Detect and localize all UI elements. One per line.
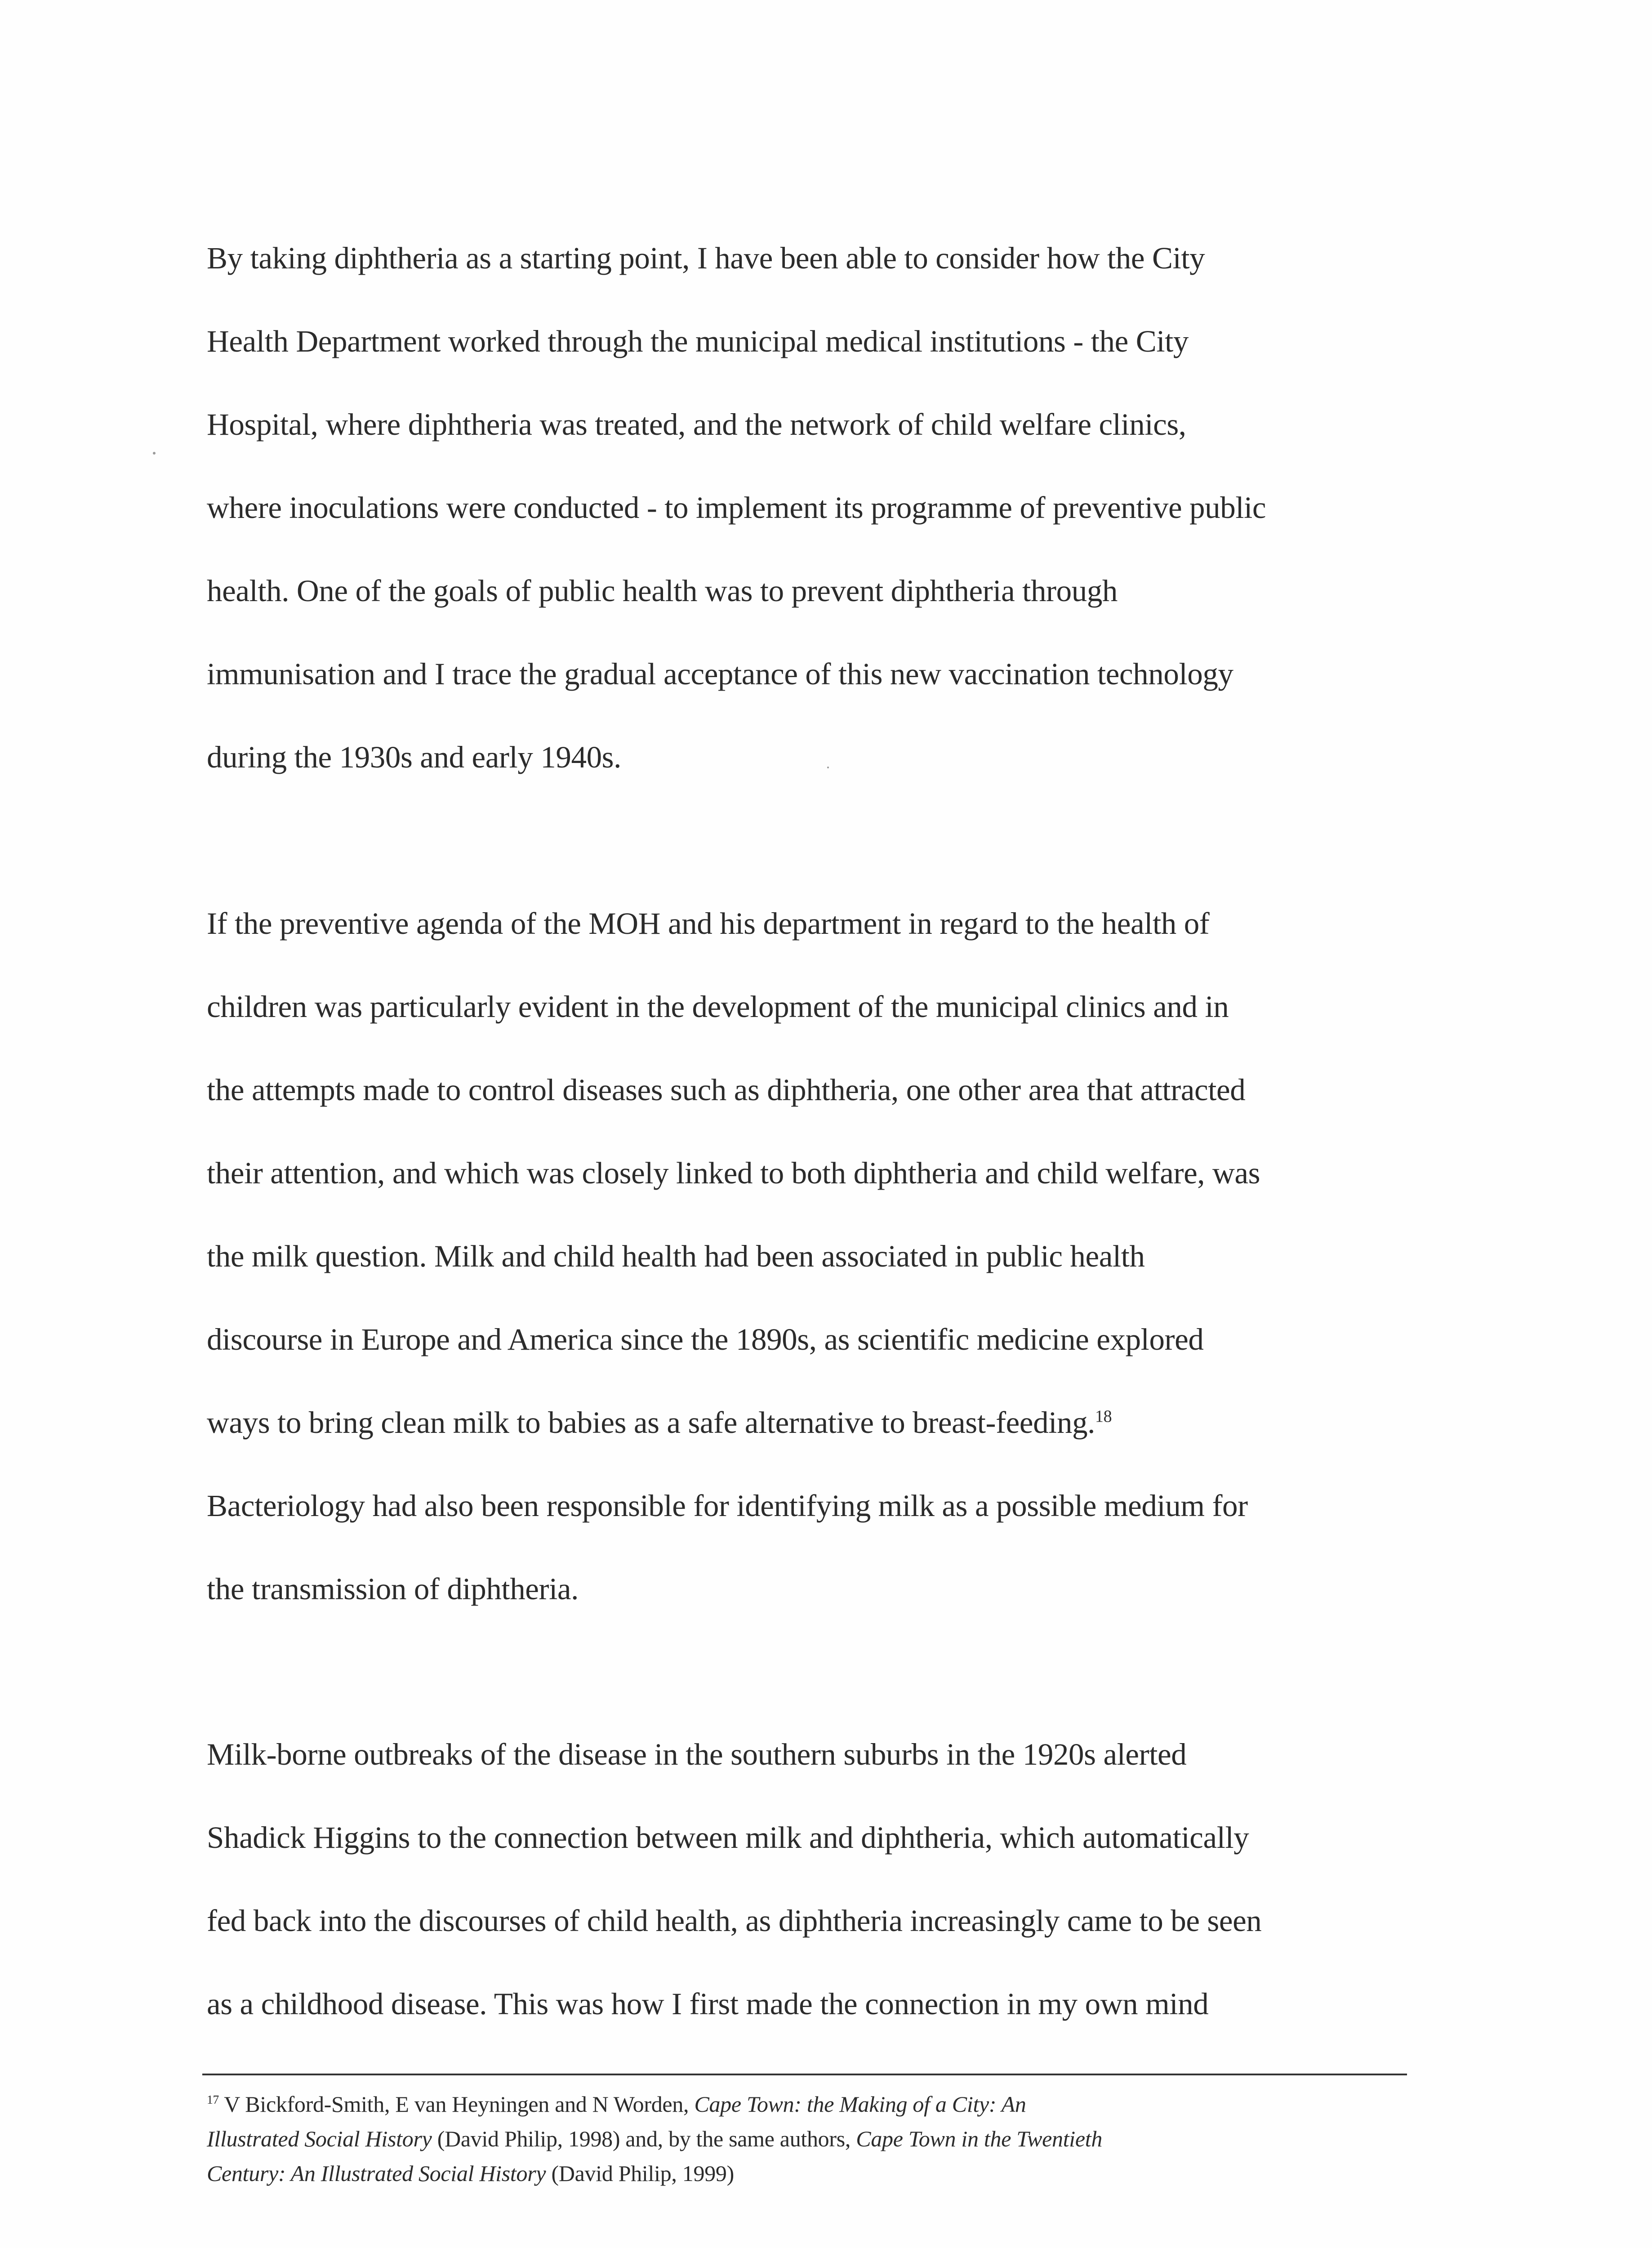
paragraph-1-line-1: By taking diphtheria as a starting point, I have been able to consider how the City (207, 241, 1205, 275)
paragraph-1-line-3: Hospital, where diphtheria was treated, and the network of child welfare clinics, (207, 407, 1186, 442)
paragraph-2-line-7 (207, 1407, 1112, 1438)
paragraph-2-line-6: discourse in Europe and America since the 1890s, as scientific medicine explored (207, 1322, 1204, 1356)
paragraph-3-line-2: Shadick Higgins to the connection between milk and diphtheria, which automatically (207, 1820, 1249, 1855)
scan-speck (827, 767, 829, 768)
footnote-line-2 (207, 2128, 1102, 2150)
footnote-line-1 (207, 2093, 1026, 2115)
footnote-line-3-title: Century: An Illustrated Social History (207, 2161, 546, 2186)
footnote-line-1-text: V Bickford-Smith, E van Heyningen and N Worden, (218, 2092, 695, 2117)
footnote-line-2-title-b: Cape Town in the Twentieth (856, 2126, 1103, 2151)
paragraph-1-line-5: health. One of the goals of public health was to prevent diphtheria through (207, 574, 1118, 608)
paragraph-1-line-6: immunisation and I trace the gradual acceptance of this new vaccination technology (207, 657, 1233, 691)
footnote-line-3-text: (David Philip, 1999) (546, 2161, 734, 2186)
footnote-separator (202, 2074, 1407, 2075)
footnote-line-1-title: Cape Town: the Making of a City: An (694, 2092, 1026, 2117)
paragraph-2-line-1: If the preventive agenda of the MOH and his department in regard to the health of (207, 906, 1210, 941)
paragraph-1-line-4: where inoculations were conducted - to implement its programme of preventive public (207, 491, 1266, 525)
paragraph-2-line-5: the milk question. Milk and child health had been associated in public health (207, 1239, 1145, 1273)
paragraph-2-line-2: children was particularly evident in the development of the municipal clinics and in (207, 990, 1229, 1024)
paragraph-2-line-3: the attempts made to control diseases such as diphtheria, one other area that attracted (207, 1073, 1246, 1107)
paragraph-3-line-4: as a childhood disease. This was how I first made the connection in my own mind (207, 1987, 1209, 2021)
footnote-line-2-title-a: Illustrated Social History (207, 2126, 432, 2151)
footnote-line-3 (207, 2162, 734, 2185)
paragraph-3-line-1: Milk-borne outbreaks of the disease in the southern suburbs in the 1920s alerted (207, 1737, 1187, 1771)
scan-speck (153, 452, 156, 455)
paragraph-2-line-4: their attention, and which was closely linked to both diphtheria and child welfare, was (207, 1156, 1260, 1190)
footnote-number: 17 (207, 2092, 219, 2107)
paragraph-2-line-8: Bacteriology had also been responsible for identifying milk as a possible medium for (207, 1489, 1248, 1523)
paragraph-3-line-3: fed back into the discourses of child health, as diphtheria increasingly came to be seen (207, 1904, 1262, 1938)
footnote-reference-18: 18 (1095, 1407, 1112, 1426)
paragraph-2-line-9: the transmission of diphtheria. (207, 1572, 579, 1606)
paragraph-1-line-2: Health Department worked through the municipal medical institutions - the City (207, 324, 1189, 358)
paragraph-2-line-7-text: ways to bring clean milk to babies as a safe alternative to breast-feeding. (207, 1405, 1095, 1440)
paragraph-1-line-7: during the 1930s and early 1940s. (207, 740, 621, 774)
footnote-line-2-text: (David Philip, 1998) and, by the same authors, (432, 2126, 856, 2151)
